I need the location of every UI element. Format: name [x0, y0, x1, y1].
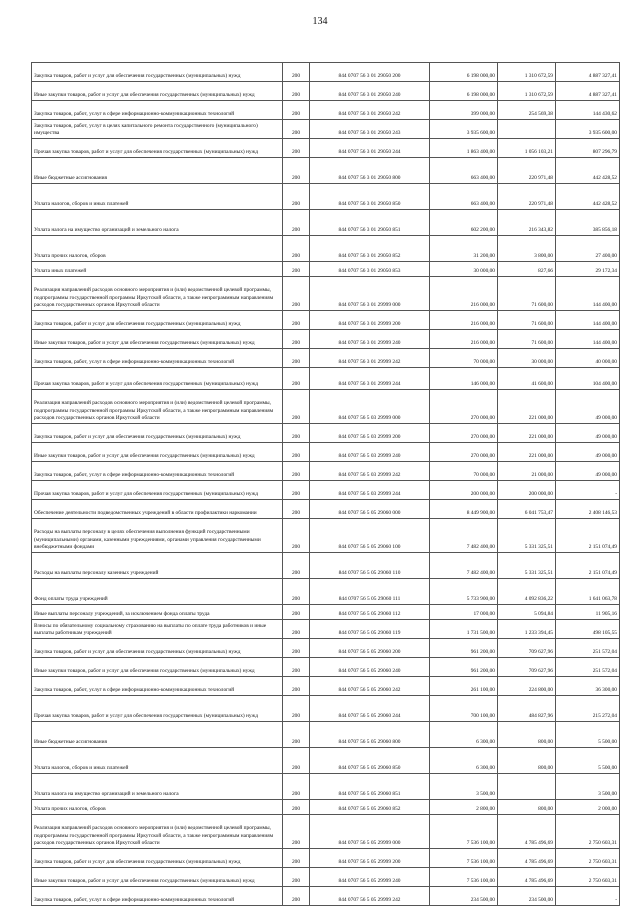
- row-approved-amount-cell: 30 000,00: [430, 262, 498, 277]
- row-budget-code-cell: 844 0707 56 5 05 29060 240: [310, 658, 430, 677]
- table-row: [32, 481, 620, 500]
- row-unexecuted-amount-cell: 49 000,00: [556, 462, 620, 481]
- row-name-cell: Прочая закупка товаров, работ и услуг для обеспечения государственных (муниципальных) нужд: [32, 139, 283, 158]
- row-code-cell: 200: [283, 500, 310, 519]
- row-unexecuted-amount-cell: 442 428,52: [556, 184, 620, 210]
- table-row: [32, 63, 620, 82]
- row-executed-amount-cell: 71 600,00: [498, 277, 556, 311]
- row-name-cell: Закупка товаров, работ и услуг для обеспечения государственных (муниципальных) нужд: [32, 639, 283, 658]
- table-row: [32, 236, 620, 262]
- table-row: [32, 82, 620, 101]
- row-approved-amount-cell: 961 200,00: [430, 639, 498, 658]
- row-name-cell: Уплата налогов, сборов и иных платежей: [32, 184, 283, 210]
- row-executed-amount-cell: 6 041 753,47: [498, 500, 556, 519]
- row-executed-amount-cell: 1 310 672,59: [498, 82, 556, 101]
- row-code-cell: 200: [283, 677, 310, 696]
- row-name-cell: Закупка товаров, работ, услуг в сфере информационно-коммуникационных технологий: [32, 462, 283, 481]
- row-unexecuted-amount-cell: 1 641 063,78: [556, 579, 620, 605]
- row-code-cell: 200: [283, 101, 310, 120]
- page-number: 134: [312, 16, 328, 27]
- table-row: [32, 262, 620, 277]
- row-unexecuted-amount-cell: 36 300,00: [556, 677, 620, 696]
- row-code-cell: 200: [283, 579, 310, 605]
- row-name-cell: Закупка товаров, работ, услуг в сфере информационно-коммуникационных технологий: [32, 101, 283, 120]
- row-name-cell: Прочая закупка товаров, работ и услуг для обеспечения государственных (муниципальных) нужд: [32, 696, 283, 722]
- row-budget-code-cell: 844 0707 56 3 01 29050 200: [310, 63, 430, 82]
- row-unexecuted-amount-cell: 251 572,04: [556, 639, 620, 658]
- row-approved-amount-cell: 216 000,00: [430, 311, 498, 330]
- row-code-cell: 200: [283, 620, 310, 639]
- row-executed-amount-cell: 1 056 103,21: [498, 139, 556, 158]
- row-code-cell: 200: [283, 158, 310, 184]
- row-unexecuted-amount-cell: 144 430,62: [556, 101, 620, 120]
- row-budget-code-cell: 844 0707 56 3 01 29999 240: [310, 330, 430, 349]
- row-budget-code-cell: 844 0707 56 5 05 29060 851: [310, 774, 430, 800]
- row-approved-amount-cell: 3 935 600,00: [430, 120, 498, 139]
- row-code-cell: 200: [283, 519, 310, 553]
- row-unexecuted-amount-cell: 2 750 603,31: [556, 815, 620, 849]
- row-executed-amount-cell: 3 800,00: [498, 236, 556, 262]
- row-budget-code-cell: 844 0707 56 5 05 29060 100: [310, 519, 430, 553]
- row-executed-amount-cell: [498, 120, 556, 139]
- row-approved-amount-cell: 146 000,00: [430, 368, 498, 390]
- row-code-cell: 200: [283, 139, 310, 158]
- row-executed-amount-cell: 1 233 394,45: [498, 620, 556, 639]
- row-executed-amount-cell: [498, 774, 556, 800]
- row-budget-code-cell: 844 0707 56 3 01 29050 851: [310, 210, 430, 236]
- table-row: [32, 696, 620, 722]
- row-approved-amount-cell: 6 198 000,00: [430, 82, 498, 101]
- row-code-cell: 200: [283, 696, 310, 722]
- row-code-cell: 200: [283, 368, 310, 390]
- table-row: [32, 184, 620, 210]
- row-approved-amount-cell: 663 400,00: [430, 158, 498, 184]
- row-approved-amount-cell: 700 100,00: [430, 696, 498, 722]
- row-unexecuted-amount-cell: 251 572,04: [556, 658, 620, 677]
- row-code-cell: 200: [283, 462, 310, 481]
- row-unexecuted-amount-cell: 40 000,00: [556, 349, 620, 368]
- table-row: [32, 849, 620, 868]
- row-executed-amount-cell: 827,66: [498, 262, 556, 277]
- row-unexecuted-amount-cell: 5 500,00: [556, 748, 620, 774]
- row-name-cell: Уплата налога на имущество организаций и земельного налога: [32, 774, 283, 800]
- row-approved-amount-cell: 6 300,00: [430, 722, 498, 748]
- row-unexecuted-amount-cell: 29 172,34: [556, 262, 620, 277]
- row-code-cell: 200: [283, 330, 310, 349]
- row-name-cell: Реализация направлений расходов основного мероприятия и (или) ведомственной целевой программы, подпрограммы государственной программы Иркутской области, а также непрограммным направлениям расходов государственных органов Иркутской области: [32, 277, 283, 311]
- table-row: [32, 800, 620, 815]
- row-code-cell: 200: [283, 349, 310, 368]
- row-budget-code-cell: 844 0707 56 5 05 29999 000: [310, 815, 430, 849]
- row-approved-amount-cell: 7 536 100,00: [430, 868, 498, 887]
- row-executed-amount-cell: 216 343,82: [498, 210, 556, 236]
- row-executed-amount-cell: 1 310 672,59: [498, 63, 556, 82]
- row-name-cell: Реализация направлений расходов основного мероприятия и (или) ведомственной целевой программы, подпрограммы государственной программы Иркутской области, а также непрограммным направлениям расходов государственных органов Иркутской области: [32, 815, 283, 849]
- row-unexecuted-amount-cell: 11 905,16: [556, 605, 620, 620]
- table-row: [32, 349, 620, 368]
- row-code-cell: 200: [283, 481, 310, 500]
- row-approved-amount-cell: 961 200,00: [430, 658, 498, 677]
- table-row: [32, 605, 620, 620]
- row-budget-code-cell: 844 0707 56 3 01 29050 800: [310, 158, 430, 184]
- row-name-cell: Закупка товаров, работ и услуг для обеспечения государственных (муниципальных) нужд: [32, 311, 283, 330]
- row-code-cell: 200: [283, 277, 310, 311]
- table-row: [32, 868, 620, 887]
- row-name-cell: Фонд оплаты труда учреждений: [32, 579, 283, 605]
- row-approved-amount-cell: 200 000,00: [430, 481, 498, 500]
- table-row: [32, 330, 620, 349]
- row-code-cell: 200: [283, 605, 310, 620]
- row-approved-amount-cell: 5 733 900,00: [430, 579, 498, 605]
- row-unexecuted-amount-cell: 49 000,00: [556, 390, 620, 424]
- row-unexecuted-amount-cell: 144 400,00: [556, 330, 620, 349]
- table-row: [32, 722, 620, 748]
- row-approved-amount-cell: 7 536 100,00: [430, 815, 498, 849]
- row-executed-amount-cell: 220 971,48: [498, 184, 556, 210]
- row-unexecuted-amount-cell: 5 500,00: [556, 722, 620, 748]
- row-code-cell: 200: [283, 849, 310, 868]
- table-row: [32, 815, 620, 849]
- table-row: [32, 120, 620, 139]
- row-approved-amount-cell: 602 200,00: [430, 210, 498, 236]
- row-name-cell: Иные закупки товаров, работ и услуг для обеспечения государственных (муниципальных) нужд: [32, 330, 283, 349]
- row-budget-code-cell: 844 0707 56 5 05 29060 119: [310, 620, 430, 639]
- row-executed-amount-cell: 254 569,38: [498, 101, 556, 120]
- table-row: [32, 210, 620, 236]
- row-unexecuted-amount-cell: 2 151 074,49: [556, 519, 620, 553]
- row-unexecuted-amount-cell: 215 272,04: [556, 696, 620, 722]
- table-row: [32, 424, 620, 443]
- table-row: [32, 158, 620, 184]
- row-code-cell: 200: [283, 184, 310, 210]
- row-unexecuted-amount-cell: -: [556, 481, 620, 500]
- row-budget-code-cell: 844 0707 56 3 01 29050 243: [310, 120, 430, 139]
- row-executed-amount-cell: 4 092 836,22: [498, 579, 556, 605]
- row-unexecuted-amount-cell: 144 400,00: [556, 277, 620, 311]
- row-code-cell: 200: [283, 311, 310, 330]
- row-name-cell: Закупка товаров, работ, услуг в сфере информационно-коммуникационных технологий: [32, 349, 283, 368]
- row-unexecuted-amount-cell: 49 000,00: [556, 424, 620, 443]
- row-budget-code-cell: 844 0707 56 3 01 29050 850: [310, 184, 430, 210]
- row-approved-amount-cell: 234 500,00: [430, 887, 498, 906]
- row-name-cell: Расходы на выплаты персоналу в целях обеспечения выполнения функций государственными (муниципальными) органами, казенными учреждениями, органами управления государственными внебюджетными фондами: [32, 519, 283, 553]
- row-executed-amount-cell: 71 600,00: [498, 311, 556, 330]
- row-unexecuted-amount-cell: 442 428,52: [556, 158, 620, 184]
- row-approved-amount-cell: 7 536 100,00: [430, 849, 498, 868]
- table-row: [32, 390, 620, 424]
- row-budget-code-cell: 844 0707 56 3 01 29999 000: [310, 277, 430, 311]
- row-name-cell: Иные выплаты персоналу учреждений, за исключением фонда оплаты труда: [32, 605, 283, 620]
- row-budget-code-cell: 844 0707 56 5 05 29060 000: [310, 500, 430, 519]
- row-name-cell: Иные закупки товаров, работ и услуг для обеспечения государственных (муниципальных) нужд: [32, 658, 283, 677]
- row-name-cell: Иные закупки товаров, работ и услуг для обеспечения государственных (муниципальных) нужд: [32, 868, 283, 887]
- row-approved-amount-cell: 1 731 500,00: [430, 620, 498, 639]
- row-code-cell: 200: [283, 722, 310, 748]
- row-code-cell: 200: [283, 639, 310, 658]
- row-name-cell: Расходы на выплаты персоналу казенных учреждений: [32, 553, 283, 579]
- row-name-cell: Обеспечение деятельности подведомственных учреждений в области профилактики наркомании: [32, 500, 283, 519]
- row-executed-amount-cell: 5 331 325,51: [498, 519, 556, 553]
- row-name-cell: Закупка товаров, работ, услуг в сфере информационно-коммуникационных технологий: [32, 887, 283, 906]
- row-approved-amount-cell: 6 198 000,00: [430, 63, 498, 82]
- row-name-cell: Прочая закупка товаров, работ и услуг для обеспечения государственных (муниципальных) нужд: [32, 368, 283, 390]
- row-budget-code-cell: 844 0707 56 5 05 29999 240: [310, 868, 430, 887]
- row-unexecuted-amount-cell: -: [556, 887, 620, 906]
- row-name-cell: Уплата налога на имущество организаций и земельного налога: [32, 210, 283, 236]
- row-executed-amount-cell: 200 000,00: [498, 481, 556, 500]
- row-approved-amount-cell: 216 000,00: [430, 330, 498, 349]
- row-name-cell: Уплата прочих налогов, сборов: [32, 236, 283, 262]
- row-approved-amount-cell: 70 000,00: [430, 462, 498, 481]
- row-unexecuted-amount-cell: 3 935 600,00: [556, 120, 620, 139]
- row-unexecuted-amount-cell: 385 856,18: [556, 210, 620, 236]
- row-budget-code-cell: 844 0707 56 5 03 29999 242: [310, 462, 430, 481]
- row-approved-amount-cell: 270 000,00: [430, 443, 498, 462]
- row-code-cell: 200: [283, 553, 310, 579]
- row-executed-amount-cell: 5 094,84: [498, 605, 556, 620]
- row-code-cell: 200: [283, 82, 310, 101]
- row-budget-code-cell: 844 0707 56 5 05 29060 110: [310, 553, 430, 579]
- row-name-cell: Иные закупки товаров, работ и услуг для обеспечения государственных (муниципальных) нужд: [32, 443, 283, 462]
- row-code-cell: 200: [283, 390, 310, 424]
- row-executed-amount-cell: 224 800,00: [498, 677, 556, 696]
- row-approved-amount-cell: 399 000,00: [430, 101, 498, 120]
- row-budget-code-cell: 844 0707 56 5 03 29999 244: [310, 481, 430, 500]
- row-budget-code-cell: 844 0707 56 3 01 29050 853: [310, 262, 430, 277]
- row-approved-amount-cell: 6 300,00: [430, 748, 498, 774]
- row-unexecuted-amount-cell: 104 400,00: [556, 368, 620, 390]
- table-row: [32, 311, 620, 330]
- row-unexecuted-amount-cell: 2 750 603,31: [556, 849, 620, 868]
- row-executed-amount-cell: 220 971,48: [498, 158, 556, 184]
- row-code-cell: 200: [283, 424, 310, 443]
- row-unexecuted-amount-cell: 49 000,00: [556, 443, 620, 462]
- row-unexecuted-amount-cell: 2 000,00: [556, 800, 620, 815]
- row-unexecuted-amount-cell: 2 408 146,53: [556, 500, 620, 519]
- row-code-cell: 200: [283, 236, 310, 262]
- row-executed-amount-cell: 4 785 496,69: [498, 868, 556, 887]
- row-code-cell: 200: [283, 800, 310, 815]
- table-row: [32, 677, 620, 696]
- row-budget-code-cell: 844 0707 56 5 05 29060 852: [310, 800, 430, 815]
- row-approved-amount-cell: 270 000,00: [430, 424, 498, 443]
- row-budget-code-cell: 844 0707 56 5 05 29060 112: [310, 605, 430, 620]
- row-executed-amount-cell: 709 627,96: [498, 658, 556, 677]
- row-approved-amount-cell: 7 482 400,00: [430, 553, 498, 579]
- row-name-cell: Уплата иных платежей: [32, 262, 283, 277]
- row-unexecuted-amount-cell: 807 296,79: [556, 139, 620, 158]
- row-code-cell: 200: [283, 868, 310, 887]
- row-budget-code-cell: 844 0707 56 3 01 29050 244: [310, 139, 430, 158]
- row-approved-amount-cell: 1 863 400,00: [430, 139, 498, 158]
- row-name-cell: Закупка товаров, работ и услуг для обеспечения государственных (муниципальных) нужд: [32, 424, 283, 443]
- table-row: [32, 277, 620, 311]
- row-budget-code-cell: 844 0707 56 5 03 29999 240: [310, 443, 430, 462]
- row-approved-amount-cell: 216 000,00: [430, 277, 498, 311]
- row-budget-code-cell: 844 0707 56 5 05 29060 242: [310, 677, 430, 696]
- row-executed-amount-cell: 800,00: [498, 748, 556, 774]
- row-name-cell: Уплата прочих налогов, сборов: [32, 800, 283, 815]
- row-executed-amount-cell: 30 000,00: [498, 349, 556, 368]
- row-budget-code-cell: 844 0707 56 3 01 29999 200: [310, 311, 430, 330]
- row-budget-code-cell: 844 0707 56 3 01 29999 244: [310, 368, 430, 390]
- row-approved-amount-cell: 270 000,00: [430, 390, 498, 424]
- table-row: [32, 368, 620, 390]
- row-code-cell: 200: [283, 262, 310, 277]
- row-name-cell: Прочая закупка товаров, работ и услуг для обеспечения государственных (муниципальных) нужд: [32, 481, 283, 500]
- row-unexecuted-amount-cell: 27 400,00: [556, 236, 620, 262]
- row-unexecuted-amount-cell: 4 887 327,41: [556, 63, 620, 82]
- row-budget-code-cell: 844 0707 56 5 05 29060 244: [310, 696, 430, 722]
- row-approved-amount-cell: 261 100,00: [430, 677, 498, 696]
- table-row: [32, 101, 620, 120]
- table-row: [32, 658, 620, 677]
- row-code-cell: 200: [283, 815, 310, 849]
- row-approved-amount-cell: 70 000,00: [430, 349, 498, 368]
- row-name-cell: Уплата налогов, сборов и иных платежей: [32, 748, 283, 774]
- row-budget-code-cell: 844 0707 56 5 05 29999 200: [310, 849, 430, 868]
- row-code-cell: 200: [283, 748, 310, 774]
- row-budget-code-cell: 844 0707 56 3 01 29050 240: [310, 82, 430, 101]
- table-row: [32, 443, 620, 462]
- row-executed-amount-cell: 800,00: [498, 722, 556, 748]
- table-row: [32, 519, 620, 553]
- row-unexecuted-amount-cell: 4 887 327,41: [556, 82, 620, 101]
- row-executed-amount-cell: 221 000,00: [498, 424, 556, 443]
- table-row: [32, 887, 620, 906]
- row-executed-amount-cell: 5 331 325,51: [498, 553, 556, 579]
- row-code-cell: 200: [283, 774, 310, 800]
- row-unexecuted-amount-cell: 3 500,00: [556, 774, 620, 800]
- row-approved-amount-cell: 17 000,00: [430, 605, 498, 620]
- table-row: [32, 639, 620, 658]
- table-row: [32, 139, 620, 158]
- row-name-cell: Закупка товаров, работ и услуг для обеспечения государственных (муниципальных) нужд: [32, 63, 283, 82]
- row-budget-code-cell: 844 0707 56 5 03 29999 000: [310, 390, 430, 424]
- row-name-cell: Реализация направлений расходов основного мероприятия и (или) ведомственной целевой программы, подпрограммы государственной программы Иркутской области, а также непрограммным направлениям расходов государственных органов Иркутской области: [32, 390, 283, 424]
- row-executed-amount-cell: 21 000,00: [498, 462, 556, 481]
- row-approved-amount-cell: 3 500,00: [430, 774, 498, 800]
- row-budget-code-cell: 844 0707 56 3 01 29050 852: [310, 236, 430, 262]
- row-name-cell: Иные закупки товаров, работ и услуг для обеспечения государственных (муниципальных) нужд: [32, 82, 283, 101]
- row-executed-amount-cell: 41 600,00: [498, 368, 556, 390]
- table-row: [32, 553, 620, 579]
- row-budget-code-cell: 844 0707 56 5 05 29060 111: [310, 579, 430, 605]
- row-code-cell: 200: [283, 63, 310, 82]
- row-unexecuted-amount-cell: 144 400,00: [556, 311, 620, 330]
- row-code-cell: 200: [283, 210, 310, 236]
- row-code-cell: 200: [283, 443, 310, 462]
- row-code-cell: 200: [283, 658, 310, 677]
- row-executed-amount-cell: 709 627,96: [498, 639, 556, 658]
- row-code-cell: 200: [283, 120, 310, 139]
- row-budget-code-cell: 844 0707 56 5 05 29060 800: [310, 722, 430, 748]
- table-row: [32, 774, 620, 800]
- row-budget-code-cell: 844 0707 56 5 05 29060 850: [310, 748, 430, 774]
- table-row: [32, 462, 620, 481]
- row-approved-amount-cell: 7 482 400,00: [430, 519, 498, 553]
- row-unexecuted-amount-cell: 498 105,55: [556, 620, 620, 639]
- row-budget-code-cell: 844 0707 56 3 01 29999 242: [310, 349, 430, 368]
- row-budget-code-cell: 844 0707 56 5 05 29060 200: [310, 639, 430, 658]
- row-name-cell: Иные бюджетные ассигнования: [32, 722, 283, 748]
- row-executed-amount-cell: 234 500,00: [498, 887, 556, 906]
- row-name-cell: Иные бюджетные ассигнования: [32, 158, 283, 184]
- table-row: [32, 748, 620, 774]
- row-budget-code-cell: 844 0707 56 3 01 29050 242: [310, 101, 430, 120]
- budget-execution-table: [31, 62, 620, 906]
- row-name-cell: Закупка товаров, работ и услуг для обеспечения государственных (муниципальных) нужд: [32, 849, 283, 868]
- row-budget-code-cell: 844 0707 56 5 03 29999 200: [310, 424, 430, 443]
- table-row: [32, 579, 620, 605]
- row-unexecuted-amount-cell: 2 750 603,31: [556, 868, 620, 887]
- row-executed-amount-cell: 221 000,00: [498, 443, 556, 462]
- row-executed-amount-cell: 800,00: [498, 800, 556, 815]
- row-executed-amount-cell: 4 785 496,69: [498, 815, 556, 849]
- table-row: [32, 620, 620, 639]
- row-unexecuted-amount-cell: 2 151 074,49: [556, 553, 620, 579]
- row-name-cell: Взносы по обязательному социальному страхованию на выплаты по оплате труда работников и иные выплаты работникам учреждений: [32, 620, 283, 639]
- row-code-cell: 200: [283, 887, 310, 906]
- row-executed-amount-cell: 221 000,00: [498, 390, 556, 424]
- row-executed-amount-cell: 4 785 496,69: [498, 849, 556, 868]
- row-executed-amount-cell: 71 600,00: [498, 330, 556, 349]
- row-name-cell: Закупка товаров, работ, услуг в целях капитального ремонта государственного (муниципального) имущества: [32, 120, 283, 139]
- row-approved-amount-cell: 31 200,00: [430, 236, 498, 262]
- table-row: [32, 500, 620, 519]
- row-approved-amount-cell: 2 800,00: [430, 800, 498, 815]
- row-budget-code-cell: 844 0707 56 5 05 29999 242: [310, 887, 430, 906]
- row-name-cell: Закупка товаров, работ, услуг в сфере информационно-коммуникационных технологий: [32, 677, 283, 696]
- row-executed-amount-cell: 484 827,96: [498, 696, 556, 722]
- row-approved-amount-cell: 8 449 900,00: [430, 500, 498, 519]
- row-approved-amount-cell: 663 400,00: [430, 184, 498, 210]
